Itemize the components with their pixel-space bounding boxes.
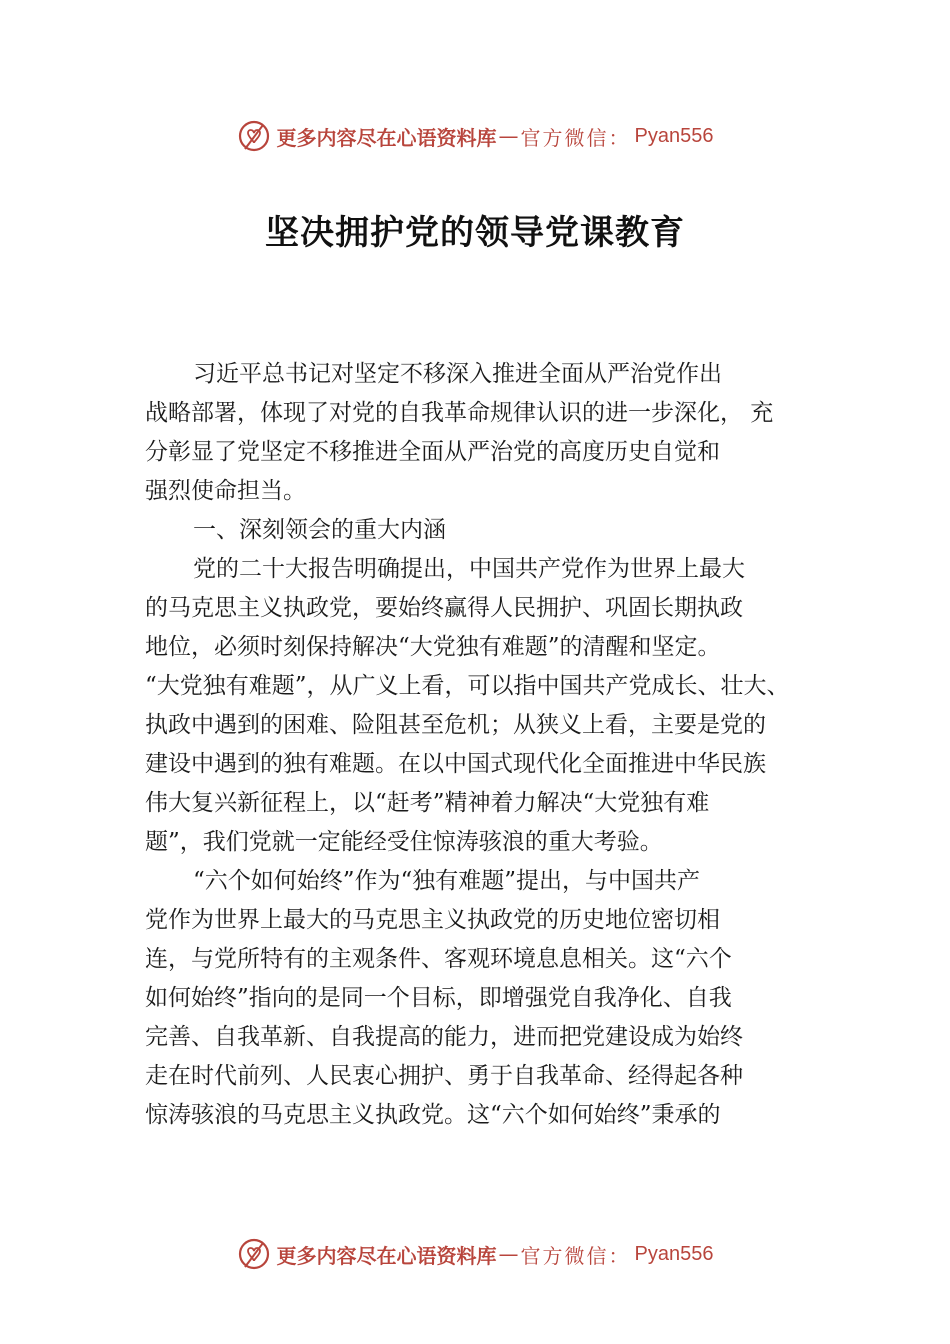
heart-pen-logo-icon <box>237 1237 271 1271</box>
watermark-dash: — <box>498 1242 519 1266</box>
text-line: “大党独有难题”，从广义上看，可以指中国共产党成长、壮大、 <box>145 673 790 699</box>
paragraph <box>145 550 845 862</box>
text-line: 连，与党所特有的主观条件、客观环境息息相关。这“六个 <box>145 946 732 972</box>
text-line: 强烈使命担当。 <box>145 478 306 504</box>
text-line: 战略部署，体现了对党的自我革命规律认识的进一步深化， 充 <box>145 400 774 426</box>
heart-pen-logo-icon <box>237 119 271 153</box>
watermark-brand: 更多内容尽在心语资料库 <box>276 125 497 150</box>
paragraph <box>145 355 845 511</box>
watermark-wechat-label: 官方微信： <box>520 1243 631 1268</box>
text-line: 分彰显了党坚定不移推进全面从严治党的高度历史自觉和 <box>145 439 720 465</box>
watermark-dash: — <box>498 124 519 148</box>
document-body <box>145 355 845 1135</box>
text-line: 建设中遇到的独有难题。在以中国式现代化全面推进中华民族 <box>145 751 766 777</box>
text-line: 的马克思主义执政党，要始终赢得人民拥护、巩固长期执政 <box>145 595 743 621</box>
paragraph <box>145 862 845 1135</box>
text-line: 党的二十大报告明确提出，中国共产党作为世界上最大 <box>193 556 745 582</box>
text-line: 执政中遇到的困难、险阻甚至危机；从狭义上看，主要是党的 <box>145 712 766 738</box>
text-line: 如何始终”指向的是同一个目标，即增强党自我净化、自我 <box>145 985 732 1011</box>
text-line: “六个如何始终”作为“独有难题”提出，与中国共产 <box>193 868 701 894</box>
page-title: 坚决拥护党的领导党课教育 <box>265 213 685 253</box>
text-line: 惊涛骇浪的马克思主义执政党。这“六个如何始终”秉承的 <box>145 1102 721 1128</box>
watermark-wechat-id: Pyan556 <box>634 124 714 147</box>
watermark-wechat-label: 官方微信： <box>520 125 631 150</box>
text-line: 走在时代前列、人民衷心拥护、勇于自我革命、经得起各种 <box>145 1063 743 1089</box>
text-line: 题”，我们党就一定能经受住惊涛骇浪的重大考验。 <box>145 829 663 855</box>
heading-line: 一、深刻领会的重大内涵 <box>193 517 446 543</box>
watermark-wechat-id: Pyan556 <box>634 1242 714 1265</box>
text-line: 伟大复兴新征程上，以“赶考”精神着力解决“大党独有难 <box>145 790 710 816</box>
section-heading <box>145 511 845 550</box>
text-line: 习近平总书记对坚定不移深入推进全面从严治党作出 <box>193 361 722 387</box>
watermark-brand: 更多内容尽在心语资料库 <box>276 1243 497 1268</box>
header-watermark <box>0 116 950 156</box>
text-line: 地位，必须时刻保持解决“大党独有难题”的清醒和坚定。 <box>145 634 721 660</box>
footer-watermark <box>0 1234 950 1274</box>
text-line: 完善、自我革新、自我提高的能力，进而把党建设成为始终 <box>145 1024 743 1050</box>
text-line: 党作为世界上最大的马克思主义执政党的历史地位密切相 <box>145 907 720 933</box>
